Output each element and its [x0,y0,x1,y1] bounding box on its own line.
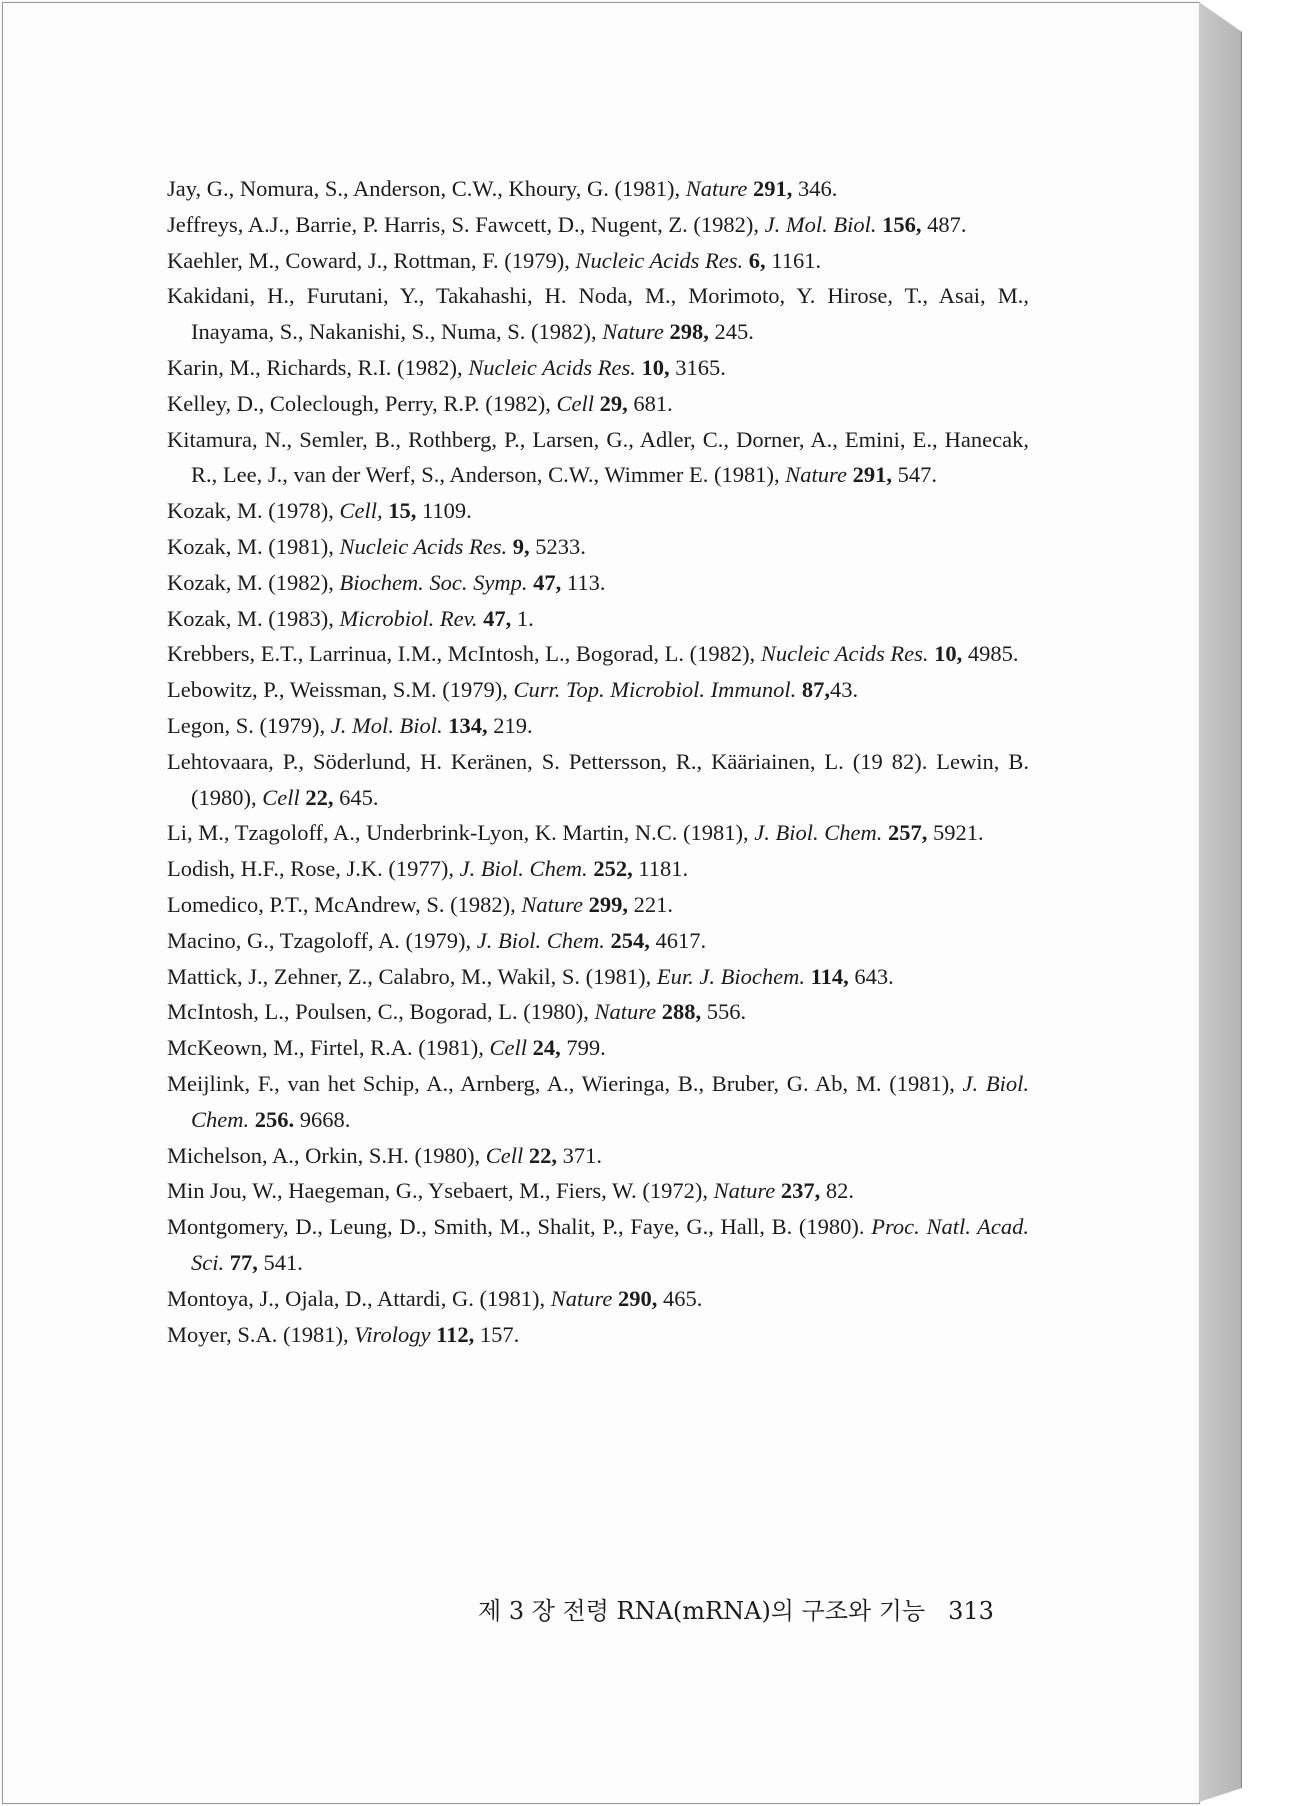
reference-pages: 4985. [962,641,1019,667]
reference-journal: Nucleic Acids Res. [339,533,508,559]
reference-pages: 1161. [765,247,822,273]
reference-authors: Li, M., Tzagoloff, A., Underbrink-Lyon, K. Martin, N.C. (1981), [167,820,755,846]
reference-authors: Lodish, H.F., Rose, J.K. (1977), [167,856,460,882]
reference-pages: 681. [627,390,673,416]
reference-journal: J. Biol. Chem. [754,820,883,846]
reference-authors: Kelley, D., Coleclough, Perry, R.P. (1982), [167,390,557,416]
reference-volume: 114, [810,963,849,989]
reference-pages: 556. [701,999,747,1025]
reference-entry [167,923,1029,959]
reference-authors: Moyer, S.A. (1981), [167,1321,355,1347]
reference-authors: Montgomery, D., Leung, D., Smith, M., Shalit, P., Faye, G., Hall, B. (1980). [167,1214,872,1240]
reference-entry [167,1030,1029,1066]
reference-entry [167,1317,1029,1353]
reference-pages: 4617. [649,927,707,953]
reference-volume: 9, [512,533,530,559]
reference-pages: 245. [708,319,754,345]
reference-journal: J. Biol. Chem. [476,927,605,953]
reference-authors: Jeffreys, A.J., Barrie, P. Harris, S. Fawcett, D., Nugent, Z. (1982), [167,211,765,237]
reference-volume: 288, [661,999,702,1025]
reference-volume: 156, [882,211,922,237]
reference-journal: Nucleic Acids Res. [575,247,744,273]
page-number: 313 [948,1597,994,1625]
reference-entry [167,171,1029,207]
reference-volume: 87, [801,677,831,703]
reference-pages: 1181. [632,856,689,882]
reference-journal: Microbiol. Rev. [339,605,478,631]
reference-pages: 1109. [416,498,472,524]
reference-volume: 291, [852,462,892,488]
reference-journal: Nature [602,319,664,345]
reference-volume: 47, [483,605,512,631]
reference-entry [167,851,1029,887]
reference-entry [167,350,1029,386]
reference-pages: 547. [891,462,937,488]
reference-journal: Curr. Top. Microbiol. Immunol. [513,677,797,703]
reference-authors: Kozak, M. (1983), [167,605,340,631]
reference-authors: Kitamura, N., Semler, B., Rothberg, P., Larsen, G., Adler, C., Dorner, A., Emini, E., Hanecak, R., Lee, J., van der Werf, S., Anderson, C.W., Wimmer E. (1981), [167,426,1029,488]
reference-pages: 43. [830,677,859,703]
reference-volume: 134, [448,712,488,738]
reference-authors: Lebowitz, P., Weissman, S.M. (1979), [167,677,514,703]
reference-volume: 290, [618,1285,658,1311]
reference-pages: 3165. [669,354,726,380]
reference-volume: 22, [528,1142,557,1168]
reference-entry [167,1209,1029,1281]
running-footer [478,1591,998,1626]
reference-authors: Karin, M., Richards, R.I. (1982), [167,354,469,380]
reference-pages: 371. [557,1142,602,1168]
reference-volume: 112, [436,1321,475,1347]
reference-journal: Biochem. Soc. Symp. [339,569,528,595]
reference-volume: 77, [229,1249,258,1275]
reference-pages: 645. [333,784,379,810]
reference-pages: 346. [792,176,838,201]
reference-pages: 219. [487,712,533,738]
reference-pages: 82. [820,1178,855,1204]
reference-entry [167,887,1029,923]
reference-entry [167,207,1029,243]
reference-entry [167,601,1029,637]
reference-volume: 22, [305,784,334,810]
reference-journal: Eur. J. Biochem. [656,963,806,989]
reference-authors: Legon, S. (1979), [167,712,331,738]
reference-volume: 257, [887,820,928,846]
reference-volume: 298, [669,319,709,345]
book-page [2,2,1200,1804]
reference-authors: Montoya, J., Ojala, D., Attardi, G. (1981), [167,1285,551,1311]
reference-entry [167,744,1029,816]
reference-authors: Min Jou, W., Haegeman, G., Ysebaert, M., Fiers, W. (1972), [167,1178,714,1204]
reference-journal: Proc. Natl. Acad. Sci. [191,1214,1029,1275]
reference-authors: Jay, G., Nomura, S., Anderson, C.W., Khoury, G. (1981), [167,176,686,201]
reference-entry [167,278,1029,350]
reference-journal: Nature [785,462,847,488]
reference-volume: 254, [610,927,650,953]
reference-volume: 10, [934,641,963,667]
page-stack-edge [1199,2,1242,1802]
reference-entry [167,636,1029,672]
reference-volume: 24, [532,1035,561,1061]
reference-authors: Kozak, M. (1981), [167,533,340,559]
reference-entry [167,994,1029,1030]
reference-pages: 643. [848,963,894,989]
reference-pages: 487. [921,211,967,237]
reference-journal: Nature [521,891,583,917]
reference-authors: Michelson, A., Orkin, S.H. (1980), [167,1142,486,1168]
reference-entry [167,672,1029,708]
reference-pages: 5233. [529,533,586,559]
reference-authors: Kozak, M. (1978), [167,498,340,524]
reference-journal: Cell [485,1142,524,1168]
reference-journal: Nature [713,1178,776,1204]
reference-entry [167,1138,1029,1174]
reference-volume: 15, [388,498,417,524]
reference-entry [167,243,1029,279]
reference-pages: 5921. [927,820,984,846]
reference-journal: Cell [489,1035,527,1061]
reference-authors: Lomedico, P.T., McAndrew, S. (1982), [167,891,522,917]
reference-authors: Lehtovaara, P., Söderlund, H. Keränen, S. Pettersson, R., Kääriainen, L. (19 82). Lewin, B. (1980), [167,748,1029,810]
reference-entry [167,386,1029,422]
reference-journal: Nature [685,176,748,201]
reference-entry [167,815,1029,851]
reference-authors: Kozak, M. (1982), [167,569,340,595]
reference-pages: 799. [560,1035,606,1061]
chapter-title: 제 3 장 전령 RNA(mRNA)의 구조와 기능 [478,1597,926,1625]
reference-journal: Cell [556,390,595,416]
reference-entry [167,493,1029,529]
reference-list [167,171,1029,1352]
reference-journal: Nucleic Acids Res. [760,641,929,667]
reference-pages: 9668. [294,1106,351,1132]
reference-entry [167,422,1029,494]
reference-volume: 256. [254,1106,295,1132]
reference-journal: J. Mol. Biol. [764,211,877,237]
reference-entry [167,1173,1029,1209]
reference-volume: 6, [748,247,766,273]
reference-pages: 221. [628,891,673,917]
reference-entry [167,959,1029,995]
reference-pages: 465. [657,1285,703,1311]
reference-volume: 252, [593,856,633,882]
reference-pages: 1. [511,605,534,631]
reference-authors: Mattick, J., Zehner, Z., Calabro, M., Wakil, S. (1981), [167,963,657,989]
reference-authors: Krebbers, E.T., Larrinua, I.M., McIntosh, L., Bogorad, L. (1982), [167,641,761,667]
reference-authors: Macino, G., Tzagoloff, A. (1979), [167,927,477,953]
reference-volume: 10, [641,354,670,380]
reference-entry [167,565,1029,601]
reference-pages: 157. [474,1321,520,1347]
reference-entry [167,529,1029,565]
reference-journal: Virology [354,1321,431,1347]
reference-entry [167,1066,1029,1138]
reference-authors: McIntosh, L., Poulsen, C., Bogorad, L. (1980), [167,999,595,1025]
reference-authors: Kaehler, M., Coward, J., Rottman, F. (1979), [167,247,576,273]
reference-volume: 299, [588,891,628,917]
reference-journal: J. Mol. Biol. [330,712,443,738]
reference-journal: Cell [262,784,300,810]
reference-volume: 291, [753,176,793,201]
reference-journal: Cell, [339,498,383,524]
reference-volume: 29, [599,390,628,416]
reference-authors: Meijlink, F., van het Schip, A., Arnberg, A., Wieringa, B., Bruber, G. Ab, M. (1981), [167,1070,963,1096]
reference-authors: McKeown, M., Firtel, R.A. (1981), [167,1035,490,1061]
reference-authors: Kakidani, H., Furutani, Y., Takahashi, H. Noda, M., Morimoto, Y. Hirose, T., Asai, M., Inayama, S., Nakanishi, S., Numa, S. (1982), [167,283,1029,345]
reference-entry [167,708,1029,744]
reference-pages: 113. [561,569,606,595]
reference-journal: Nature [594,999,657,1025]
reference-journal: J. Biol. Chem. [459,856,588,882]
reference-journal: Nature [550,1285,613,1311]
reference-entry [167,1281,1029,1317]
reference-journal: J. Biol. Chem. [191,1070,1029,1132]
reference-volume: 237, [780,1178,821,1204]
reference-journal: Nucleic Acids Res. [468,354,636,380]
reference-volume: 47, [533,569,562,595]
reference-pages: 541. [257,1249,303,1275]
